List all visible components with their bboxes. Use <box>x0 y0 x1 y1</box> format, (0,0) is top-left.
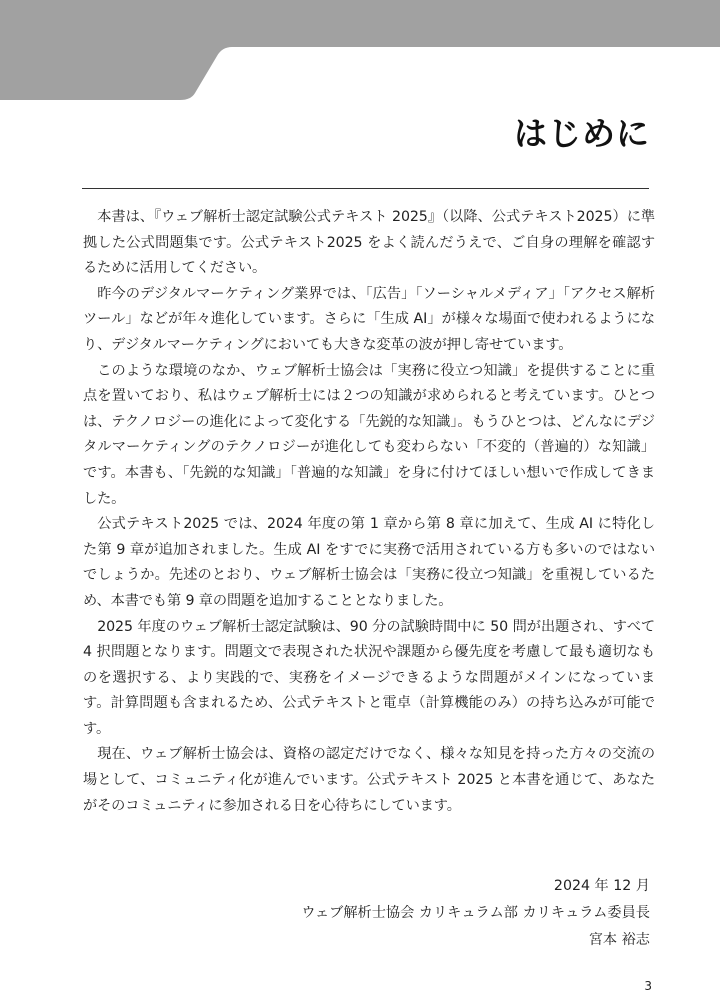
page-title: はじめに <box>514 114 650 153</box>
paragraph: このような環境のなか、ウェブ解析士協会は「実務に役立つ知識」を提供することに重点を置いており、私はウェブ解析士には２つの知識が求められると考えています。ひとつは、テクノロジーの進化によって変化する「先鋭的な知識」。もうひとつは、どんなにデジタルマーケティングのテクノロジーが進化しても変わらない「不変的（普遍的）な知識」です。本書も、「先鋭的な知識」「普遍的な知識」を身に付けてほしい想いで作成してきました。 <box>83 362 655 507</box>
paragraph: 2025 年度のウェブ解析士認定試験は、90 分の試験時間中に 50 問が出題され、すべて 4 択問題となります。問題文で表現された状況や課題から優先度を考慮して最も適切なものを選択する、より実践的で、実務をイメージできるような問題がメインになっています。計算問題も含まれるため、公式テキストと電卓（計算機能のみ）の持ち込みが可能です。 <box>83 618 655 737</box>
title-divider <box>82 188 649 189</box>
signature-block <box>301 873 650 954</box>
paragraph: 公式テキスト2025 では、2024 年度の第 1 章から第 8 章に加えて、生成 AI に特化した第 9 章が追加されました。生成 AI をすでに実務で活用されている方も多いのではないでしょうか。先述のとおり、ウェブ解析士協会は「実務に役立つ知識」を重視しているため、本書でも第 9 章の問題を追加することとなりました。 <box>83 516 655 609</box>
body-text <box>83 205 655 819</box>
signature-name: 宮本 裕志 <box>588 932 650 948</box>
paragraph: 昨今のデジタルマーケティング業界では、「広告」「ソーシャルメディア」「アクセス解析ツール」などが年々進化しています。さらに「生成 AI」が様々な場面で使われるようになり、デジタルマーケティングにおいても大きな変革の波が押し寄せています。 <box>83 285 655 353</box>
header-decorative-band <box>0 0 720 100</box>
page-number: 3 <box>644 979 652 993</box>
paragraph: 現在、ウェブ解析士協会は、資格の認定だけでなく、様々な知見を持った方々の交流の場として、コミュニティ化が進んでいます。公式テキスト 2025 と本書を通じて、あなたがそのコミュニティに参加される日を心待ちにしています。 <box>83 746 655 814</box>
signature-date: 2024 年 12 月 <box>553 878 650 894</box>
paragraph: 本書は、『ウェブ解析士認定試験公式テキスト 2025』（以降、公式テキスト2025）に準拠した公式問題集です。公式テキスト2025 をよく読んだうえで、ご自身の理解を確認するために活用してください。 <box>83 209 655 277</box>
signature-affiliation: ウェブ解析士協会 カリキュラム部 カリキュラム委員長 <box>301 905 650 921</box>
